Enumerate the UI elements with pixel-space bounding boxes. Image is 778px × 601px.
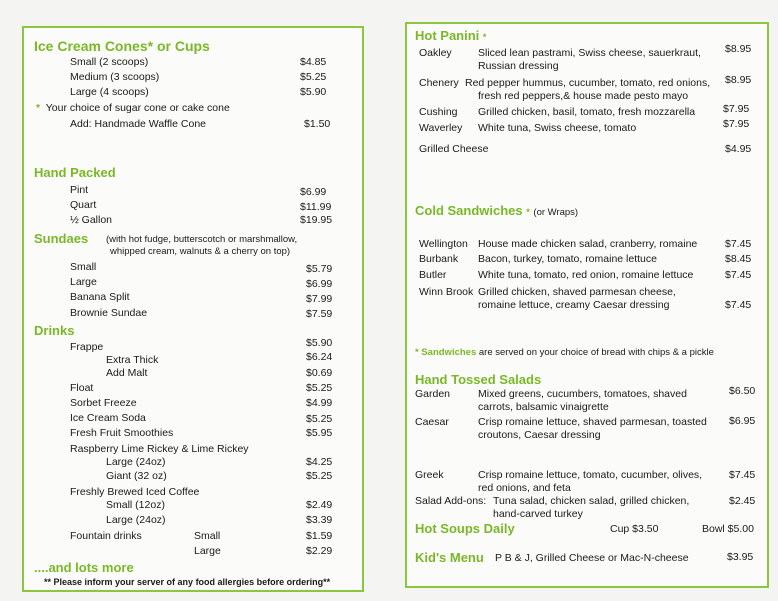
menu-item-name: Extra Thick — [106, 354, 159, 366]
hot-panini-title: Hot Panini — [415, 28, 480, 43]
sundaes-heading: Sundaes — [34, 231, 89, 246]
menu-item-name: Salad Add-ons: — [415, 495, 487, 507]
kids-menu-heading: Kid's Menu — [415, 550, 484, 565]
menu-item-price: $2.49 — [306, 499, 333, 511]
menu-item-description: White tuna, Swiss cheese, tomato — [478, 122, 637, 134]
menu-item-name: Grilled Cheese — [419, 143, 489, 155]
menu-item-description: red onions, and feta — [478, 482, 571, 494]
salads-heading: Hand Tossed Salads — [415, 372, 542, 387]
menu-item-name: Add: Handmade Waffle Cone — [70, 118, 206, 130]
menu-item-description: hand-carved turkey — [493, 508, 583, 520]
heading-star: * — [482, 32, 487, 42]
menu-item-name: Add Malt — [106, 367, 148, 379]
menu-item-price: $0.69 — [306, 367, 333, 379]
fountain-small-label: Small — [194, 530, 221, 542]
menu-item-price: $1.59 — [306, 530, 333, 542]
menu-item-name: Float — [70, 382, 94, 394]
menu-item-name: Burbank — [419, 253, 459, 265]
menu-item-price: $7.45 — [729, 469, 756, 481]
cold-sandwiches-heading — [415, 203, 578, 218]
menu-item-name: Raspberry Lime Rickey & Lime Rickey — [70, 443, 249, 455]
sandwich-note-text: are served on your choice of bread with chips & a pickle — [478, 347, 714, 358]
menu-item-name: Greek — [415, 469, 444, 481]
sundaes-description: (with hot fudge, butterscotch or marshmallow, — [106, 234, 298, 245]
menu-item-name: Large (24oz) — [106, 456, 166, 468]
allergy-notice: ** Please inform your server of any food allergies before ordering** — [44, 577, 331, 587]
sundaes-description: whipped cream, walnuts & a cherry on top) — [110, 246, 291, 257]
menu-item-name: Freshly Brewed Iced Coffee — [70, 486, 200, 498]
hot-panini-heading — [415, 28, 486, 43]
menu-item-name: Sorbet Freeze — [70, 397, 137, 409]
heading-star: * — [526, 207, 530, 217]
menu-item-price: $5.25 — [306, 382, 333, 394]
menu-item-price: $4.25 — [306, 456, 333, 468]
menu-item-price: $5.25 — [306, 470, 333, 482]
menu-item-price: $3.39 — [306, 514, 333, 526]
menu-item-price: $5.25 — [300, 71, 327, 83]
menu-item-price: $7.99 — [306, 293, 333, 305]
menu-item-description: Russian dressing — [478, 60, 559, 72]
sandwich-note — [415, 347, 714, 358]
menu-item-description: Crisp romaine lettuce, tomato, cucumber, olives, — [478, 469, 703, 481]
drinks-heading: Drinks — [34, 323, 75, 338]
note-star: * — [36, 102, 41, 114]
menu-item-price: $4.95 — [725, 143, 752, 155]
menu-item-name: Banana Split — [70, 291, 130, 303]
soup-cup-price: Cup $3.50 — [610, 523, 659, 535]
menu-item-price: $2.45 — [729, 495, 756, 507]
menu-item-price: $5.95 — [306, 427, 333, 439]
menu-item-price: $6.99 — [300, 186, 327, 198]
menu-item-description: Grilled chicken, basil, tomato, fresh mozzarella — [478, 106, 696, 118]
menu-item-description: Crisp romaine lettuce, shaved parmesan, toasted — [478, 416, 707, 428]
ice-cream-cones-heading: Ice Cream Cones* or Cups — [34, 38, 210, 54]
menu-item-description: House made chicken salad, cranberry, romaine — [478, 238, 698, 250]
menu-item-price: $2.29 — [306, 545, 333, 557]
menu-item-name: Butler — [419, 269, 447, 281]
menu-item-price: $3.95 — [727, 551, 754, 563]
soup-bowl-price: Bowl $5.00 — [702, 523, 754, 535]
menu-item-name: Chenery — [419, 77, 459, 89]
menu-item-name: Brownie Sundae — [70, 307, 148, 319]
menu-item-price: $6.99 — [306, 278, 333, 290]
menu-item-price: $4.99 — [306, 397, 333, 409]
menu-item-description: Mixed greens, cucumbers, tomatoes, shaved — [478, 388, 687, 400]
menu-item-description: romaine lettuce, creamy Caesar dressing — [478, 299, 670, 311]
cold-sandwiches-title: Cold Sandwiches — [415, 203, 523, 218]
menu-item-name: Quart — [70, 199, 97, 211]
hot-soups-heading: Hot Soups Daily — [415, 521, 515, 536]
menu-item-name: Fountain drinks — [70, 530, 142, 542]
menu-item-name: Oakley — [419, 47, 452, 59]
menu-item-price: $7.59 — [306, 308, 333, 320]
menu-item-price: $4.85 — [300, 56, 327, 68]
menu-item-name: Small (2 scoops) — [70, 56, 149, 68]
menu-item-description: Sliced lean pastrami, Swiss cheese, sauerkraut, — [478, 47, 701, 59]
menu-item-description: Grilled chicken, shaved parmesan cheese, — [478, 286, 676, 298]
menu-item-name: Medium (3 scoops) — [70, 71, 160, 83]
menu-item-price: $8.95 — [725, 74, 752, 86]
kids-menu-description: P B & J, Grilled Cheese or Mac-N-cheese — [495, 552, 689, 564]
menu-item-name: Wellington — [419, 238, 468, 250]
menu-item-price: $1.50 — [304, 118, 331, 130]
left-menu-panel — [22, 26, 364, 592]
cone-note-text: Your choice of sugar cone or cake cone — [45, 102, 230, 114]
menu-item-name: Giant (32 oz) — [106, 470, 167, 482]
menu-item-price: $11.99 — [300, 201, 332, 213]
menu-item-price: $7.95 — [723, 118, 750, 130]
menu-item-description: fresh red peppers,& house made pesto mayo — [478, 90, 689, 102]
menu-item-name: Large — [70, 276, 97, 288]
menu-item-name: Pint — [70, 184, 89, 196]
menu-item-name: Small (12oz) — [106, 499, 165, 511]
menu-item-price: $8.45 — [725, 253, 752, 265]
menu-item-name: Winn Brook — [419, 286, 474, 298]
menu-item-description: Tuna salad, chicken salad, grilled chicken, — [493, 495, 690, 507]
hand-packed-heading: Hand Packed — [34, 165, 116, 180]
menu-item-price: $6.24 — [306, 351, 333, 363]
menu-item-name: Fresh Fruit Smoothies — [70, 427, 174, 439]
menu-item-description: carrots, balsamic vinaigrette — [478, 401, 609, 413]
menu-item-name: Large (4 scoops) — [70, 86, 149, 98]
cone-note — [36, 102, 230, 114]
right-menu-panel — [405, 22, 769, 588]
menu-item-price: $5.79 — [306, 263, 333, 275]
menu-item-description: White tuna, tomato, red onion, romaine lettuce — [478, 269, 694, 281]
menu-item-price: $19.95 — [300, 214, 333, 226]
menu-item-description: croutons, Caesar dressing — [478, 429, 601, 441]
menu-item-price: $6.95 — [729, 415, 756, 427]
menu-item-price: $7.45 — [725, 238, 752, 250]
lots-more-text: ....and lots more — [34, 560, 134, 575]
fountain-large-label: Large — [194, 545, 221, 557]
menu-item-name: Ice Cream Soda — [70, 412, 146, 424]
menu-item-name: Large (24oz) — [106, 514, 166, 526]
menu-item-name: Garden — [415, 388, 451, 400]
menu-item-name: Caesar — [415, 416, 449, 428]
sandwich-note-lead: * Sandwiches — [415, 347, 477, 358]
menu-item-price: $5.90 — [306, 337, 333, 349]
menu-item-price: $7.45 — [725, 299, 752, 311]
menu-item-name: Frappe — [70, 341, 104, 353]
menu-item-price: $6.50 — [729, 385, 756, 397]
menu-item-description: Red pepper hummus, cucumber, tomato, red onions, — [465, 77, 711, 89]
menu-item-name: ½ Gallon — [70, 214, 113, 226]
menu-item-price: $7.45 — [725, 269, 752, 281]
cold-sandwiches-subtitle: (or Wraps) — [533, 207, 579, 218]
menu-item-description: Bacon, turkey, tomato, romaine lettuce — [478, 253, 657, 265]
menu-item-price: $5.90 — [300, 86, 327, 98]
menu-item-price: $7.95 — [723, 103, 750, 115]
menu-item-price: $8.95 — [725, 43, 752, 55]
menu-item-price: $5.25 — [306, 413, 333, 425]
menu-item-name: Cushing — [419, 106, 458, 118]
menu-item-name: Waverley — [419, 122, 463, 134]
menu-item-name: Small — [70, 261, 97, 273]
